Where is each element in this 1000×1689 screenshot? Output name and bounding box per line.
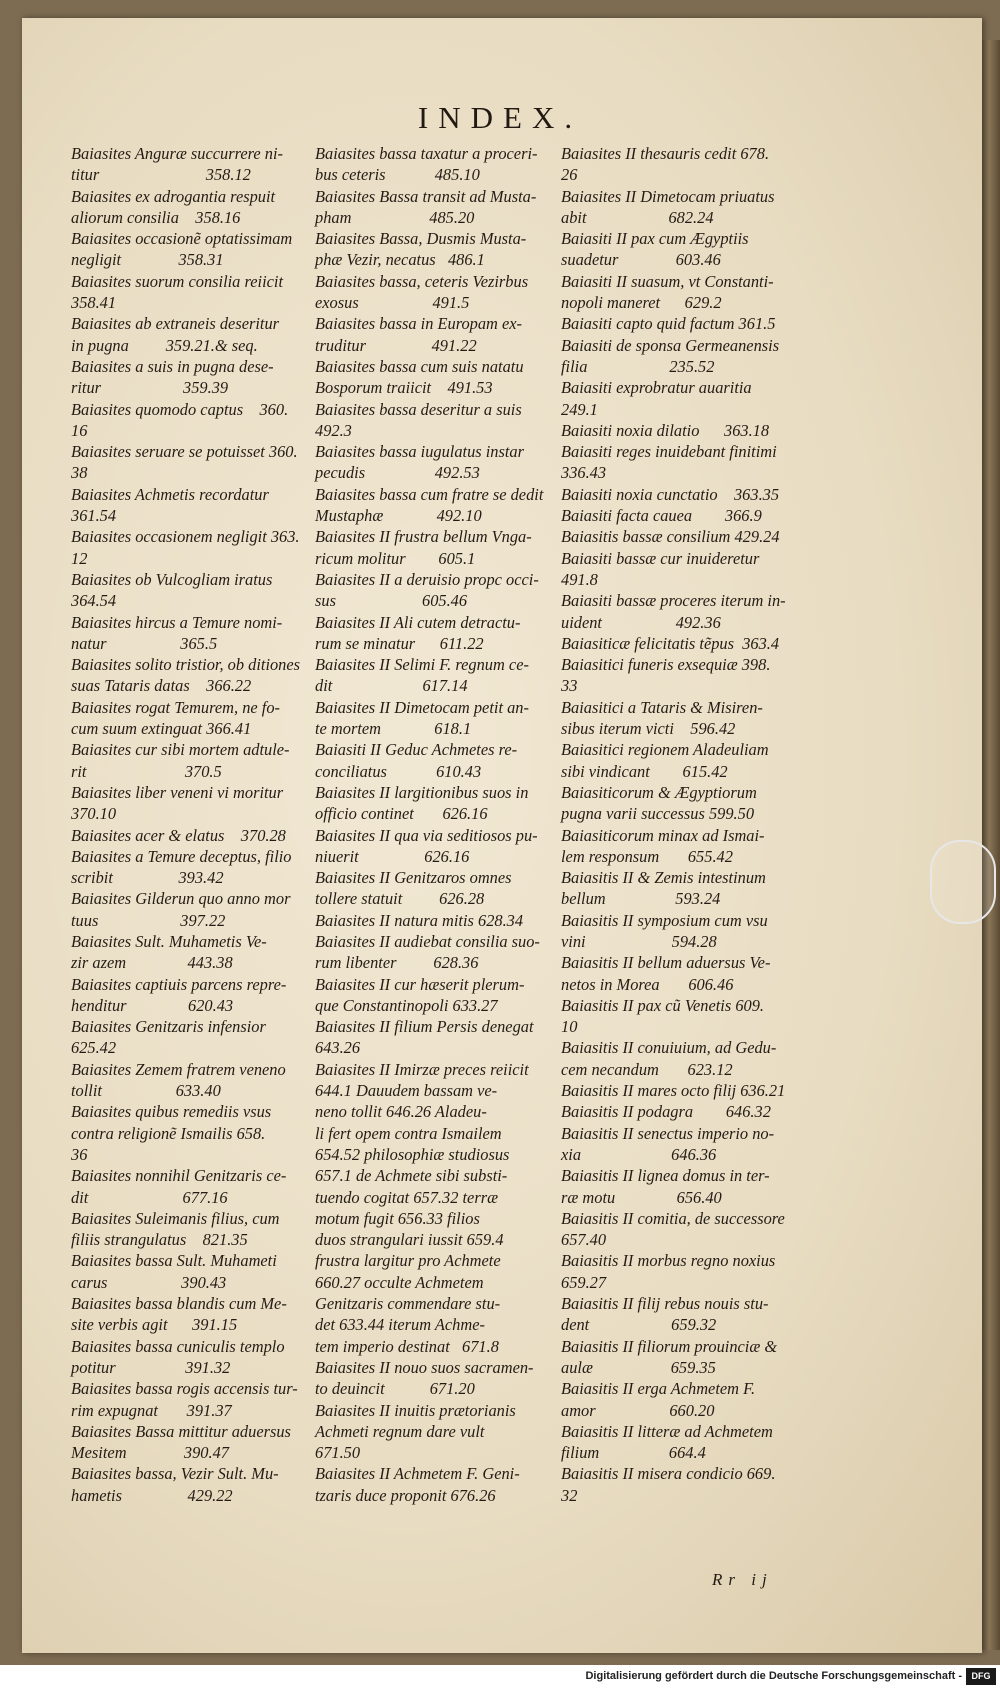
index-line: Mustaphæ 492.10 [315, 506, 482, 526]
index-line: Baiasites solito tristior, ob ditiones [71, 655, 301, 675]
index-line: Baiasitis II pax cũ Venetis 609. [561, 995, 765, 1015]
index-line: tuus 397.22 [71, 910, 226, 930]
index-line: Baiasites bassa cuniculis templo [71, 1336, 285, 1356]
index-line: abit 682.24 [561, 207, 714, 227]
index-line: 32 [561, 1485, 578, 1505]
index-line: Baiasitis II bellum aduersus Ve- [561, 953, 771, 973]
index-line: tollit 633.40 [71, 1081, 221, 1101]
index-line: 336.43 [561, 463, 607, 483]
index-line: 249.1 [561, 399, 598, 419]
index-line: Baiasitici regionem Aladeuliam [561, 740, 769, 760]
index-line: Baiasites bassa rogis accensis tur- [71, 1379, 298, 1399]
index-line: Baiasites quomodo captus 360. [71, 399, 289, 419]
index-line: Baiasites bassa deseritur a suis [315, 399, 522, 419]
index-line: aliorum consilia 358.16 [71, 207, 241, 227]
index-line: in pugna 359.21.& seq. [71, 335, 258, 355]
index-line: conciliatus 610.43 [315, 761, 482, 781]
index-line: Baiasites II Achmetem F. Geni- [315, 1464, 520, 1484]
index-line: Baiasites captiuis parcens repre- [71, 974, 287, 994]
index-line: bellum 593.24 [561, 889, 721, 909]
index-line: 654.52 philosophiæ studiosus [315, 1144, 510, 1164]
index-line: 38 [71, 463, 88, 483]
index-line: Baiasiti bassæ cur inuideretur [561, 548, 760, 568]
index-line: Baiasites occasionẽ optatissimam [71, 229, 293, 249]
index-line: 643.26 [315, 1038, 361, 1058]
index-line: 16 [71, 420, 88, 440]
index-line: ricum molitur 605.1 [315, 548, 476, 568]
index-line: lem responsum 655.42 [561, 846, 733, 866]
index-line: Baiasites Sult. Muhametis Ve- [71, 931, 267, 951]
index-line: duos strangulari iussit 659.4 [315, 1230, 504, 1250]
index-line: 671.50 [315, 1443, 361, 1463]
index-line: Baiasites bassa Sult. Muhameti [71, 1251, 277, 1271]
index-line: exosus 491.5 [315, 293, 470, 313]
index-line: Baiasites II largitionibus suos in [315, 782, 529, 802]
index-line: Baiasites II qua via seditiosos pu- [315, 825, 538, 845]
index-line: Baiasiticæ felicitatis tẽpus 363.4 [561, 633, 780, 653]
index-line: amor 660.20 [561, 1400, 715, 1420]
index-line: Baiasites II filium Persis denegat [315, 1017, 534, 1037]
index-line: to deuincit 671.20 [315, 1379, 475, 1399]
index-line: 492.3 [315, 420, 352, 440]
index-line: rim expugnat 391.37 [71, 1400, 232, 1420]
index-line: Baiasitis II litteræ ad Achmetem [561, 1421, 773, 1441]
signature-mark: Rr ij [712, 1570, 773, 1589]
index-line: truditur 491.22 [315, 335, 477, 355]
index-line: Baiasites Suleimanis filius, cum [71, 1208, 280, 1228]
index-line: Baiasites II nouo suos sacramen- [315, 1357, 534, 1377]
index-line: Baiasites II audiebat consilia suo- [315, 931, 540, 951]
index-line: carus 390.43 [71, 1272, 227, 1292]
index-line: 12 [71, 548, 88, 568]
index-line: Baiasites II Dimetocam petit an- [315, 697, 529, 717]
index-line: Baiasitis II podagra 646.32 [561, 1102, 771, 1122]
index-line: Baiasites II thesauris cedit 678. [561, 144, 770, 163]
index-line: Baiasitis bassæ consilium 429.24 [561, 527, 780, 547]
index-line: potitur 391.32 [71, 1357, 231, 1377]
index-line: que Constantinopoli 633.27 [315, 995, 498, 1015]
index-line: Baiasiti reges inuidebant finitimi [561, 442, 777, 462]
index-line: 358.41 [71, 293, 117, 313]
index-line: Baiasites cur sibi mortem adtule- [71, 740, 290, 760]
index-line: Baiasites bassa in Europam ex- [315, 314, 522, 334]
index-line: Baiasiti de sponsa Germeanensis [561, 335, 780, 355]
index-line: 10 [561, 1017, 578, 1037]
index-line: det 633.44 iterum Achme- [315, 1315, 485, 1335]
index-line: Baiasites a Temure deceptus, filio [71, 846, 292, 866]
index-line: Baiasitici a Tataris & Misiren- [561, 697, 763, 717]
book-edge [982, 40, 1000, 1650]
index-line: Baiasites II a deruisio propc occi- [315, 569, 539, 589]
index-line: Baiasiticorum & Ægyptiorum [561, 782, 757, 802]
index-line: Baiasites Anguræ succurrere ni- [71, 144, 283, 163]
index-line: Baiasites Bassa transit ad Musta- [315, 186, 537, 206]
index-line: phæ Vezir, necatus 486.1 [315, 250, 485, 270]
index-line: Baiasites Bassa mittitur aduersus [71, 1421, 291, 1441]
index-line: netos in Morea 606.46 [561, 974, 734, 994]
footer-credit: Digitalisierung gefördert durch die Deutsche Forschungsgemeinschaft - [585, 1670, 962, 1682]
index-line: filiis strangulatus 821.35 [71, 1230, 248, 1250]
index-line: Baiasiti exprobratur auaritia [561, 378, 752, 398]
index-line: hametis 429.22 [71, 1485, 233, 1505]
index-line: Baiasites liber veneni vi moritur [71, 782, 284, 802]
index-line: pecudis 492.53 [315, 463, 480, 483]
index-line: Baiasiti II pax cum Ægyptiis [561, 229, 749, 249]
index-line: tzaris duce proponit 676.26 [315, 1485, 496, 1505]
index-line: Baiasitis II conuiuium, ad Gedu- [561, 1038, 777, 1058]
index-line: Baiasites ab extraneis deseritur [71, 314, 280, 334]
index-line: 660.27 occulte Achmetem [315, 1272, 484, 1292]
index-line: sus 605.46 [315, 591, 468, 611]
index-column-3 [561, 143, 805, 1506]
index-line: Baiasites acer & elatus 370.28 [71, 825, 286, 845]
index-line: 361.54 [71, 506, 117, 526]
index-line: Baiasites Zemem fratrem veneno [71, 1059, 286, 1079]
index-line: Baiasiti bassæ proceres iterum in- [561, 591, 786, 611]
index-line: Baiasites bassa iugulatus instar [315, 442, 525, 462]
index-line: 644.1 Dauudem bassam ve- [315, 1081, 498, 1101]
index-line: 657.1 de Achmete sibi substi- [315, 1166, 508, 1186]
index-line: site verbis agit 391.15 [71, 1315, 238, 1335]
index-line: Baiasites II Selimi F. regnum ce- [315, 655, 529, 675]
index-line: 33 [561, 676, 578, 696]
index-line: aulæ 659.35 [561, 1357, 716, 1377]
index-line: xia 646.36 [561, 1144, 717, 1164]
index-line: Baiasitis II symposium cum vsu [561, 910, 768, 930]
index-line: officio continet 626.16 [315, 804, 488, 824]
index-line: Baiasiticorum minax ad Ismai- [561, 825, 765, 845]
index-line: suas Tataris datas 366.22 [71, 676, 252, 696]
index-line: Baiasites II frustra bellum Vnga- [315, 527, 532, 547]
index-line: Baiasites Bassa, Dusmis Musta- [315, 229, 527, 249]
index-line: Baiasites Gilderun quo anno mor [71, 889, 291, 909]
index-line: Baiasiti II suasum, vt Constanti- [561, 271, 774, 291]
page-title: INDEX. [417, 100, 583, 135]
index-line: Baiasites bassa blandis cum Me- [71, 1294, 287, 1314]
index-line: Baiasites Achmetis recordatur [71, 484, 269, 504]
index-line: Genitzaris commendare stu- [315, 1294, 501, 1314]
index-line: titur 358.12 [71, 165, 251, 185]
index-line: tem imperio destinat 671.8 [315, 1336, 499, 1356]
index-line: filia 235.52 [561, 356, 715, 376]
index-line: tollere statuit 626.28 [315, 889, 485, 909]
index-line: Baiasitis II comitia, de successore [561, 1208, 785, 1228]
index-line: rum libenter 628.36 [315, 953, 479, 973]
index-line: cum suum extinguat 366.41 [71, 719, 252, 739]
index-line: uident 492.36 [561, 612, 721, 632]
index-line: Baiasitis II senectus imperio no- [561, 1123, 775, 1143]
index-line: Baiasiti II Geduc Achmetes re- [315, 740, 518, 760]
index-line: Baiasitici funeris exsequiæ 398. [561, 655, 771, 675]
index-line: pham 485.20 [315, 207, 475, 227]
paper-clip [930, 840, 996, 924]
index-line: Achmeti regnum dare vult [315, 1421, 485, 1441]
index-line: tuendo cogitat 657.32 terræ [315, 1187, 499, 1207]
index-line: Baiasites suorum consilia reiicit [71, 271, 284, 291]
index-line: negligit 358.31 [71, 250, 224, 270]
index-line: nopoli maneret 629.2 [561, 293, 722, 313]
index-line: zir azem 443.38 [71, 953, 233, 973]
index-line: Baiasitis II lignea domus in ter- [561, 1166, 770, 1186]
index-line: Baiasites II Genitzaros omnes [315, 868, 512, 888]
index-line: Bosporum traiicit 491.53 [315, 378, 493, 398]
index-line: bus ceteris 485.10 [315, 165, 480, 185]
index-line: Mesitem 390.47 [71, 1443, 229, 1463]
index-line: 364.54 [71, 591, 117, 611]
index-line: Baiasites ob Vulcogliam iratus [71, 569, 273, 589]
index-line: scribit 393.42 [71, 868, 224, 888]
index-line: Baiasites bassa cum fratre se dedit [315, 484, 544, 504]
index-line: Baiasites rogat Temurem, ne fo- [71, 697, 280, 717]
index-line: pugna varii successus 599.50 [561, 804, 755, 824]
index-line: Baiasites bassa, ceteris Vezirbus [315, 271, 529, 291]
index-line: Baiasites hircus a Temure nomi- [71, 612, 283, 632]
index-line: rum se minatur 611.22 [315, 633, 484, 653]
index-line: Baiasitis II mares octo filij 636.21 [561, 1081, 786, 1101]
index-line: sibus iterum victi 596.42 [561, 719, 736, 739]
index-line: Baiasitis II misera condicio 669. [561, 1464, 776, 1484]
index-line: rit 370.5 [71, 761, 222, 781]
index-line: Baiasites occasionem negligit 363. [71, 527, 300, 547]
index-line: suadetur 603.46 [561, 250, 721, 270]
index-line: Baiasites II Imirzæ preces reiicit [315, 1059, 529, 1079]
index-line: 26 [561, 165, 578, 185]
index-line: Baiasitis II filij rebus nouis stu- [561, 1294, 769, 1314]
index-line: 625.42 [71, 1038, 117, 1058]
index-line: natur 365.5 [71, 633, 218, 653]
index-line: 659.27 [561, 1272, 607, 1292]
index-line: Baiasitis II filiorum prouinciæ & [561, 1336, 778, 1356]
index-line: 657.40 [561, 1230, 607, 1250]
index-line: Baiasites seruare se potuisset 360. [71, 442, 298, 462]
index-line: Baiasites quibus remediis vsus [71, 1102, 272, 1122]
index-line: contra religionẽ Ismailis 658. [71, 1123, 266, 1143]
index-line: te mortem 618.1 [315, 719, 472, 739]
index-line: Baiasites II natura mitis 628.34 [315, 910, 524, 930]
index-line: Baiasiti noxia cunctatio 363.35 [561, 484, 780, 504]
index-line: Baiasitis II erga Achmetem F. [561, 1379, 756, 1399]
index-line: Baiasitis II & Zemis intestinum [561, 868, 766, 888]
index-line: 370.10 [71, 804, 117, 824]
index-line: dent 659.32 [561, 1315, 717, 1335]
index-line: niuerit 626.16 [315, 846, 470, 866]
index-line: motum fugit 656.33 filios [315, 1208, 480, 1228]
index-line: Baiasites bassa taxatur a proceri- [315, 144, 538, 163]
index-column-1 [71, 143, 315, 1506]
index-line: Baiasiti facta cauea 366.9 [561, 506, 762, 526]
index-line: henditur 620.43 [71, 995, 234, 1015]
index-line: Baiasites bassa cum suis natatu [315, 356, 524, 376]
index-line: Baiasites II cur hæserit plerum- [315, 974, 525, 994]
index-line: 36 [71, 1144, 88, 1164]
index-line: Baiasites ex adrogantia respuit [71, 186, 276, 206]
index-line: frustra largitur pro Achmete [315, 1251, 501, 1271]
index-line: Baiasites bassa, Vezir Sult. Mu- [71, 1464, 279, 1484]
index-line: sibi vindicant 615.42 [561, 761, 728, 781]
index-line: Baiasites nonnihil Genitzaris ce- [71, 1166, 287, 1186]
index-line: Baiasitis II morbus regno noxius [561, 1251, 776, 1271]
index-line: dit 677.16 [71, 1187, 228, 1207]
index-line: filium 664.4 [561, 1443, 706, 1463]
footer-bar [0, 1665, 1000, 1689]
index-line: cem necandum 623.12 [561, 1059, 733, 1079]
index-line: vini 594.28 [561, 931, 717, 951]
index-line: Baiasites a suis in pugna dese- [71, 356, 274, 376]
index-line: Baiasites II inuitis prætorianis [315, 1400, 516, 1420]
index-line: ræ motu 656.40 [561, 1187, 722, 1207]
index-line: Baiasites Genitzaris infensior [71, 1017, 266, 1037]
index-line: Baiasiti noxia dilatio 363.18 [561, 420, 770, 440]
index-line: Baiasiti capto quid factum 361.5 [561, 314, 776, 334]
index-line: dit 617.14 [315, 676, 468, 696]
index-line: 491.8 [561, 569, 598, 589]
index-column-2 [315, 143, 559, 1506]
index-line: Baiasites II Ali cutem detractu- [315, 612, 521, 632]
index-line: Baiasites II Dimetocam priuatus [561, 186, 775, 206]
index-line: neno tollit 646.26 Aladeu- [315, 1102, 487, 1122]
dfg-logo-icon: DFG [966, 1668, 996, 1685]
index-line: li fert opem contra Ismailem [315, 1123, 502, 1143]
index-line: ritur 359.39 [71, 378, 229, 398]
